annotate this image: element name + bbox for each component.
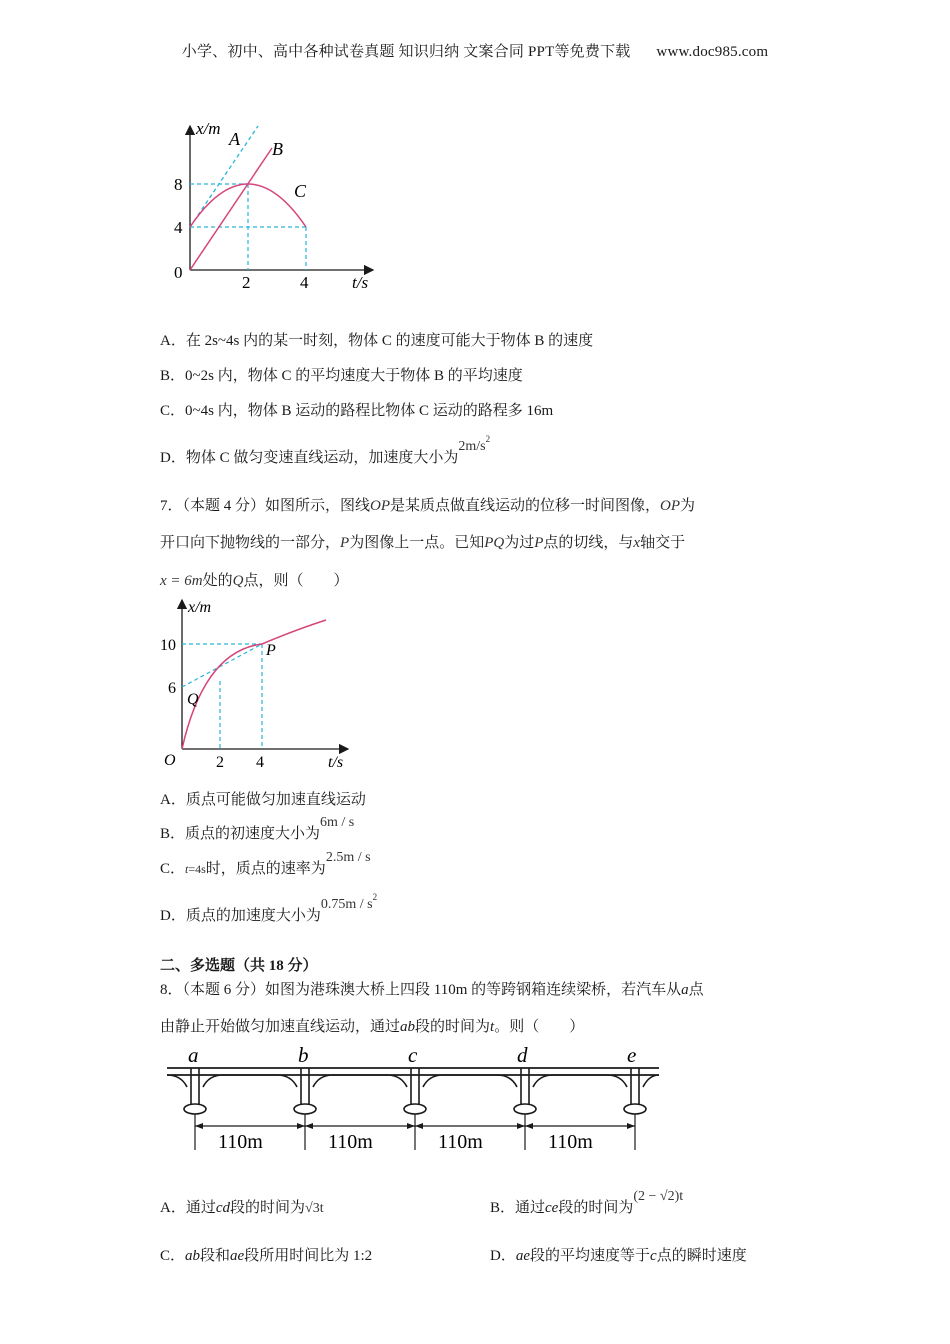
- fig2-label-p: P: [266, 642, 276, 659]
- figure-xt-abc: [160, 112, 390, 302]
- fig1-label-a: A: [229, 129, 240, 149]
- q6-d-text: D．物体 C 做匀变速直线运动，加速度大小为: [160, 450, 459, 466]
- section-2-title: 二、多选题（共 18 分）: [160, 958, 318, 974]
- q8-option-c: C．ab段和ae段所用时间比为 1:2: [160, 1248, 373, 1264]
- bridge-span-3: 110m: [438, 1131, 483, 1153]
- q7-option-a: A．质点可能做匀加速直线运动: [160, 792, 366, 808]
- fig2-label-q: Q: [187, 691, 199, 708]
- line-a: [190, 126, 258, 227]
- fig1-origin: 0: [174, 263, 183, 282]
- page-header: [0, 40, 950, 61]
- fig1-axis-y: x/m: [196, 119, 221, 138]
- q8-stem-line1: 8．（本题 6 分）如图为港珠澳大桥上四段 110m 的等跨钢箱连续梁桥，若汽车从a点: [160, 982, 704, 998]
- fig2-axis-y: x/m: [188, 599, 212, 616]
- bridge-point-d: d: [517, 1043, 528, 1067]
- bridge-point-a: a: [188, 1043, 199, 1067]
- fig1-ytick-4: 4: [174, 218, 183, 237]
- tangent-pq: [182, 644, 262, 687]
- fig2-ytick-6: 6: [168, 680, 176, 697]
- fig2-xtick-4: 4: [256, 754, 264, 771]
- fig2-ytick-10: 10: [160, 637, 176, 654]
- q7-option-b: B．质点的初速度大小为6m / s: [160, 815, 355, 842]
- q7-option-d: D．质点的加速度大小为$0.75m / s^2$: [160, 892, 378, 924]
- q6-option-b: B．0~2s 内，物体 C 的平均速度大于物体 B 的平均速度: [160, 368, 523, 384]
- q8-option-b: B．通过ce段的时间为(2 − √2)t: [490, 1189, 684, 1216]
- q8-stem-line2: 由静止开始做匀加速直线运动，通过ab段的时间为t。则（ ）: [160, 1019, 585, 1035]
- q8-option-d: D．ae段的平均速度等于c点的瞬时速度: [490, 1248, 747, 1264]
- bridge-span-2: 110m: [328, 1131, 373, 1153]
- fig2-origin: O: [164, 752, 176, 769]
- bridge-span-1: 110m: [218, 1131, 263, 1153]
- q6-d-value: $2m/s^2$: [458, 434, 491, 454]
- bridge-point-c: c: [408, 1043, 418, 1067]
- bridge-point-e: e: [627, 1043, 637, 1067]
- q7-stem-line3: x = 6m处的Q点，则（ ）: [160, 573, 349, 589]
- fig1-label-b: B: [272, 139, 283, 159]
- bridge-point-b: b: [298, 1043, 309, 1067]
- header-site: www.doc985.com: [656, 44, 769, 60]
- q8-option-a: A．通过cd段的时间为√3t: [160, 1200, 324, 1216]
- q6-option-a: A．在 2s~4s 内的某一时刻，物体 C 的速度可能大于物体 B 的速度: [160, 333, 594, 349]
- fig1-xtick-2: 2: [242, 273, 251, 292]
- fig1-label-c: C: [294, 181, 307, 201]
- q6-option-c: C．0~4s 内，物体 B 运动的路程比物体 C 运动的路程多 16m: [160, 403, 554, 419]
- bridge-span-4: 110m: [548, 1131, 593, 1153]
- fig1-ytick-8: 8: [174, 175, 183, 194]
- q7-stem-line1: 7．（本题 4 分）如图所示，图线OP是某质点做直线运动的位移一时间图像，OP为: [160, 498, 696, 514]
- fig2-xtick-2: 2: [216, 754, 224, 771]
- figure-xt-pq: [160, 594, 360, 774]
- curve-op: [182, 620, 326, 749]
- fig2-axis-x: t/s: [328, 754, 344, 771]
- q7-stem-line2: 开口向下抛物线的一部分，P为图像上一点。已知PQ为过P点的切线，与x轴交于: [160, 535, 686, 551]
- bridge-diagram: [165, 1042, 665, 1160]
- header-text: 小学、初中、高中各种试卷真题 知识归纳 文案合同 PPT等免费下载: [181, 44, 631, 60]
- q7-option-c: C．t=4s时，质点的速率为2.5m / s: [160, 850, 371, 877]
- fig1-xtick-4: 4: [300, 273, 309, 292]
- fig1-axis-x: t/s: [352, 273, 369, 292]
- q6-option-d: [160, 434, 491, 467]
